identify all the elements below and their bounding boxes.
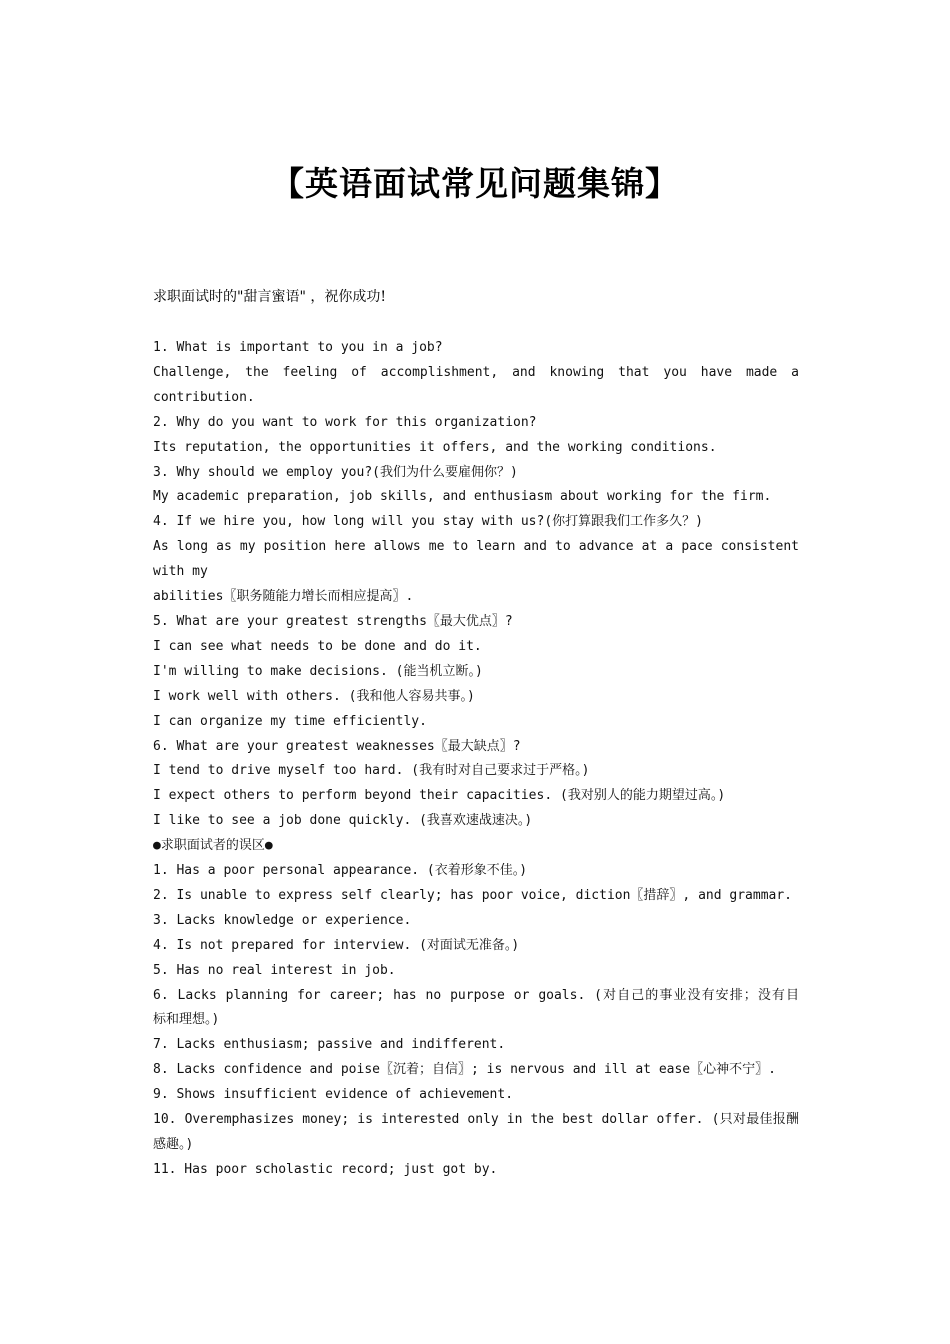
answer-line: I work well with others. (我和他人容易共事。) xyxy=(153,688,475,704)
answer-line: I can see what needs to be done and do it. xyxy=(153,638,482,654)
question-line: 3. Why should we employ you?(我们为什么要雇佣你？) xyxy=(153,464,518,480)
pitfall-line: 11. Has poor scholastic record; just got by. xyxy=(153,1161,498,1177)
pitfall-line: 4. Is not prepared for interview. (对面试无准备。) xyxy=(153,937,520,953)
answer-line: As long as my position here allows me to learn and to advance at a pace consistent xyxy=(153,539,799,555)
document-body xyxy=(153,336,799,1183)
question-line: 5. What are your greatest strengths〖最大优点〗? xyxy=(153,613,513,629)
answer-line: Challenge, the feeling of accomplishment, and knowing that you have made a xyxy=(153,364,799,380)
pitfall-line: 10. Overemphasizes money; is interested only in the best dollar offer. (只对最佳报酬 xyxy=(153,1112,799,1128)
pitfall-line: 2. Is unable to express self clearly; has poor voice, diction〖措辞〗, and grammar. xyxy=(153,887,792,903)
question-line: 1. What is important to you in a job? xyxy=(153,340,443,355)
document-title: 【英语面试常见问题集锦】 xyxy=(271,164,679,203)
pitfall-line: 感趣。) xyxy=(153,1137,194,1152)
pitfall-line: 8. Lacks confidence and poise〖沉着；自信〗; is nervous and ill at ease〖心神不宁〗. xyxy=(153,1062,776,1078)
pitfall-line: 9. Shows insufficient evidence of achievement. xyxy=(153,1087,514,1103)
pitfall-line: 1. Has a poor personal appearance. (衣着形象不佳。) xyxy=(153,863,528,879)
answer-line: with my xyxy=(153,564,208,580)
answer-line: contribution. xyxy=(153,389,255,405)
answer-line: My academic preparation, job skills, and enthusiasm about working for the firm. xyxy=(153,489,772,505)
pitfall-line: 5. Has no real interest in job. xyxy=(153,962,396,978)
answer-line: Its reputation, the opportunities it offers, and the working conditions. xyxy=(153,439,717,455)
pitfall-line: 6. Lacks planning for career; has no purpose or goals. (对自己的事业没有安排；没有目 xyxy=(153,987,799,1003)
question-line: 2. Why do you want to work for this organization? xyxy=(153,414,537,430)
answer-line: I can organize my time efficiently. xyxy=(153,713,427,729)
pitfall-line: 3. Lacks knowledge or experience. xyxy=(153,912,412,928)
question-line: 6. What are your greatest weaknesses〖最大缺点〗? xyxy=(153,738,521,754)
answer-line: I'm willing to make decisions. (能当机立断。) xyxy=(153,663,483,679)
section-heading: ●求职面试者的误区● xyxy=(153,838,273,854)
question-line: 4. If we hire you, how long will you stay with us?(你打算跟我们工作多久？) xyxy=(153,514,703,530)
pitfall-line: 7. Lacks enthusiasm; passive and indifferent. xyxy=(153,1037,506,1053)
answer-line: I tend to drive myself too hard. (我有时对自己要求过于严格。) xyxy=(153,763,590,779)
pitfall-line: 标和理想。) xyxy=(153,1012,220,1028)
answer-line: abilities〖职务随能力增长而相应提高〗. xyxy=(153,589,414,605)
answer-line: I like to see a job done quickly. (我喜欢速战速决。) xyxy=(153,813,533,829)
answer-line: I expect others to perform beyond their capacities. (我对别人的能力期望过高。) xyxy=(153,788,726,804)
intro-line: 求职面试时的"甜言蜜语" ，祝你成功! xyxy=(153,289,386,305)
